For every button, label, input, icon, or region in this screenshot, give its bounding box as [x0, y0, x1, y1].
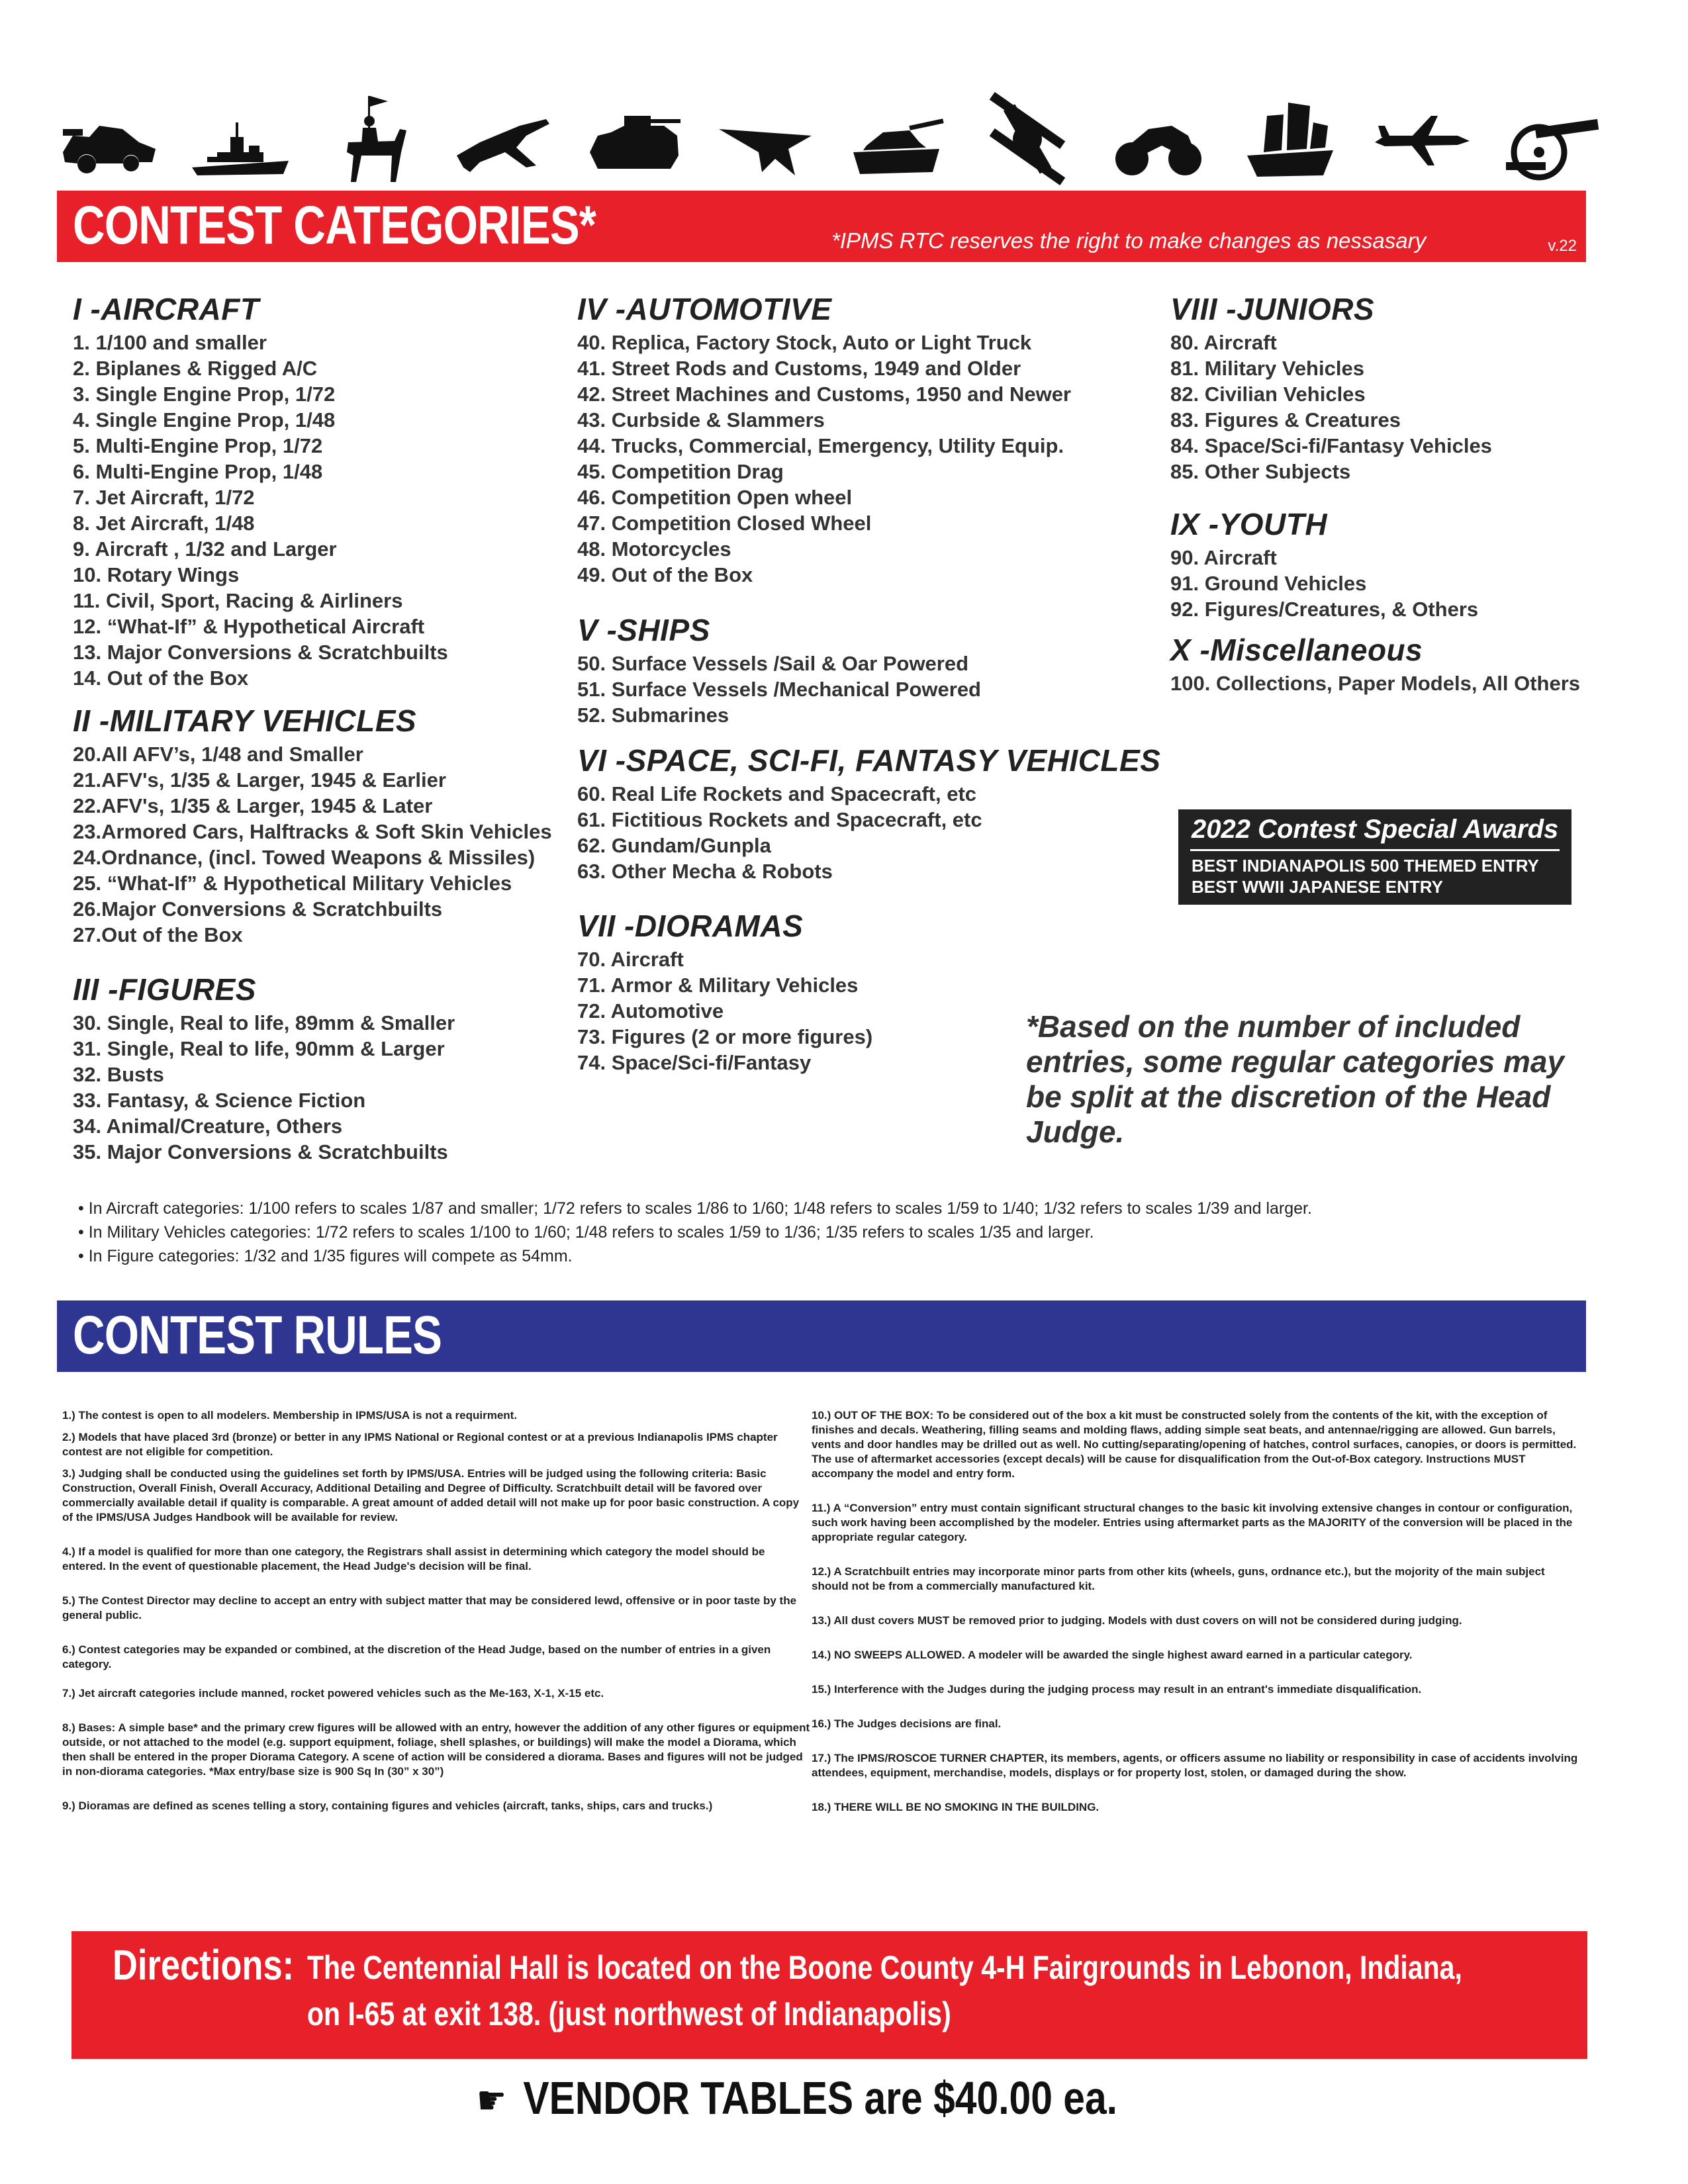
- rule-item: 13.) All dust covers MUST be removed prior to judging. Models with dust covers on will not be considered during judging.: [812, 1614, 1462, 1627]
- list-item: 35. Major Conversions & Scratchbuilts: [73, 1140, 448, 1163]
- special-award-line: BEST INDIANAPOLIS 500 THEMED ENTRY: [1192, 856, 1539, 876]
- list-item: 9. Aircraft , 1/32 and Larger: [73, 537, 337, 561]
- scale-notes: [78, 1197, 1312, 1268]
- category-ships: [577, 612, 981, 728]
- list-item: 60. Real Life Rockets and Spacecraft, etc: [577, 782, 977, 805]
- list-item: 13. Major Conversions & Scratchbuilts: [73, 641, 448, 664]
- list-item: 40. Replica, Factory Stock, Auto or Light Truck: [577, 331, 1032, 354]
- directions-line: The Centennial Hall is located on the Boone County 4-H Fairgrounds in Lebonon, Indiana,: [307, 1949, 1462, 1986]
- biplane-icon: [978, 89, 1077, 189]
- list-item: 47. Competition Closed Wheel: [577, 512, 872, 535]
- list-item: 45. Competition Drag: [577, 460, 784, 483]
- rules-title: CONTEST RULES: [73, 1305, 442, 1365]
- list-item: 62. Gundam/Gunpla: [577, 834, 771, 857]
- list-item: 85. Other Subjects: [1170, 460, 1351, 483]
- list-item: 2. Biplanes & Rigged A/C: [73, 357, 318, 380]
- scale-note: • In Aircraft categories: 1/100 refers to scales 1/87 and smaller; 1/72 refers to scales 1/86 to 1/60; 1/48 refers to scales 1/59 to 1/40; 1/32 refers to scales 1/39 and larger.: [78, 1199, 1312, 1218]
- scale-note: • In Figure categories: 1/32 and 1/35 figures will compete as 54mm.: [78, 1247, 573, 1265]
- knight-on-horse-icon: [322, 89, 421, 189]
- list-item: 91. Ground Vehicles: [1170, 572, 1367, 595]
- motorcycle-icon: [1109, 89, 1208, 189]
- rule-item: 6.) Contest categories may be expanded or combined, at the discretion of the Head Judge, based on the number of entries in a given category.: [62, 1643, 771, 1670]
- list-item: 26.Major Conversions & Scratchbuilts: [73, 897, 443, 921]
- special-awards-title: 2022 Contest Special Awards: [1192, 815, 1559, 844]
- rule-item: 10.) OUT OF THE BOX: To be considered out of the box a kit must be constructed solely from the contents of the kit, with the exception of finishes and decals. Weathering, filling seams and molding flaws, adding simple seat beats, and antennae/rigging are allowed. Gun barrels, vents and door handles may be drilled out as well. No cutting/separating/opening of hatches, control surfaces, canopies, or doors is permitted. The use of aftermarket accessories (except decals) will be cause for disqualification from the Out-of-Box category. Instructions MUST accompany the model and entry form.: [812, 1409, 1577, 1480]
- list-item: 25. “What-If” & Hypothetical Military Vehicles: [73, 872, 512, 895]
- rules-right-column: [812, 1408, 1579, 1822]
- category-space: [577, 743, 1160, 884]
- list-item: 72. Automotive: [577, 999, 724, 1023]
- list-item: 1. 1/100 and smaller: [73, 331, 267, 354]
- rules-left-column: [62, 1408, 810, 1821]
- category-heading: I -AIRCRAFT: [73, 292, 259, 326]
- list-item: 80. Aircraft: [1170, 331, 1277, 354]
- list-item: 43. Curbside & Slammers: [577, 408, 825, 432]
- list-item: 92. Figures/Creatures, & Others: [1170, 598, 1479, 621]
- version-label: v.22: [1548, 237, 1577, 255]
- rule-item: 8.) Bases: A simple base* and the primary crew figures will be allowed with an entry, however the addition of any other figures or equipment outside, or not attached to the model (e.g. support equipment, foliage, shell splashes, or buildings) will make the model a Diorama, which then shall be entered in the proper Diorama Category. A scene of action will be considered a diorama. Bases and figures will not be judged in non-diorama categories. *Max entry/base size is 900 Sq In (30” x 30”): [62, 1721, 810, 1778]
- list-item: 49. Out of the Box: [577, 563, 753, 586]
- list-item: 84. Space/Sci-fi/Fantasy Vehicles: [1170, 434, 1492, 457]
- list-item: 31. Single, Real to life, 90mm & Larger: [73, 1037, 445, 1060]
- list-item: 82. Civilian Vehicles: [1170, 383, 1366, 406]
- categories-disclaimer: *IPMS RTC reserves the right to make changes as nessasary: [831, 228, 1427, 253]
- list-item: 71. Armor & Military Vehicles: [577, 974, 859, 997]
- categories-title: CONTEST CATEGORIES*: [73, 195, 596, 255]
- battleship-icon: [191, 89, 290, 189]
- tank-icon: [847, 89, 946, 189]
- list-item: 34. Animal/Creature, Others: [73, 1115, 343, 1138]
- list-item: 4. Single Engine Prop, 1/48: [73, 408, 336, 432]
- category-military: [73, 703, 552, 948]
- category-youth: [1170, 506, 1478, 622]
- list-item: 46. Competition Open wheel: [577, 486, 853, 509]
- rule-item: 9.) Dioramas are defined as scenes telling a story, containing figures and vehicles (aircraft, tanks, ships, cars and trucks.): [62, 1799, 713, 1812]
- category-heading: V -SHIPS: [577, 613, 710, 647]
- categories-banner: [57, 191, 1586, 262]
- sailing-ship-icon: [1241, 89, 1340, 189]
- list-item: 21.AFV's, 1/35 & Larger, 1945 & Earlier: [73, 768, 446, 792]
- rule-item: 14.) NO SWEEPS ALLOWED. A modeler will be awarded the single highest award earned in a particular category.: [812, 1649, 1413, 1661]
- category-heading: III -FIGURES: [73, 972, 256, 1007]
- category-heading: IX -YOUTH: [1170, 507, 1328, 541]
- list-item: 51. Surface Vessels /Mechanical Powered: [577, 678, 981, 701]
- category-figures: [73, 972, 455, 1165]
- list-item: 27.Out of the Box: [73, 923, 243, 946]
- directions-line: on I-65 at exit 138. (just northwest of Indianapolis): [307, 1995, 951, 2032]
- list-item: 61. Fictitious Rockets and Spacecraft, etc: [577, 808, 982, 831]
- rule-item: 18.) THERE WILL BE NO SMOKING IN THE BUILDING.: [812, 1801, 1100, 1813]
- rules-banner: [57, 1300, 1586, 1372]
- stealth-bomber-icon: [716, 89, 815, 189]
- list-item: 7. Jet Aircraft, 1/72: [73, 486, 255, 509]
- list-item: 5. Multi-Engine Prop, 1/72: [73, 434, 323, 457]
- rule-item: 7.) Jet aircraft categories include manned, rocket powered vehicles such as the Me-163, X-1, X-15 etc.: [62, 1687, 604, 1700]
- list-item: 90. Aircraft: [1170, 546, 1277, 569]
- list-item: 44. Trucks, Commercial, Emergency, Utility Equip.: [577, 434, 1064, 457]
- rule-item: 3.) Judging shall be conducted using the guidelines set forth by IPMS/USA. Entries will be judged using the following criteria: Basic Construction, Overall Finish, Overall Accuracy, Additional Detailing and Degree of Difficulty. Scratchbuilt detail will be favored over commercially available detail if quality is comparable. A great amount of added detail will not make up for poor basic construction. A copy of the IPMS/USA Judges Handbook will be available for review.: [62, 1467, 800, 1524]
- list-item: 81. Military Vehicles: [1170, 357, 1364, 380]
- category-heading: VI -SPACE, SCI-FI, FANTASY VEHICLES: [577, 743, 1161, 778]
- vendor-text: VENDOR TABLES are $40.00 ea.: [523, 2072, 1118, 2124]
- pointing-hand-icon: ☛: [477, 2078, 507, 2122]
- list-item: 100. Collections, Paper Models, All Others: [1170, 672, 1581, 695]
- list-item: 6. Multi-Engine Prop, 1/48: [73, 460, 323, 483]
- spitfire-plane-icon: [453, 89, 553, 189]
- list-item: 30. Single, Real to life, 89mm & Smaller: [73, 1011, 455, 1034]
- rule-item: 17.) The IPMS/ROSCOE TURNER CHAPTER, its members, agents, or officers assume no liability or responsibility in case of accidents involving attendees, equipment, merchandise, models, displays or for property lost, stolen, or damaged during the show.: [812, 1752, 1578, 1779]
- halftrack-icon: [585, 89, 684, 189]
- divider: [1190, 849, 1560, 851]
- category-juniors: [1170, 291, 1492, 484]
- scale-note: • In Military Vehicles categories: 1/72 refers to scales 1/100 to 1/60; 1/48 refers to scales 1/59 to 1/36; 1/35 refers to scales 1/35 and larger.: [78, 1223, 1094, 1242]
- list-item: 63. Other Mecha & Robots: [577, 860, 833, 883]
- rule-item: 11.) A “Conversion” entry must contain significant structural changes to the basic kit involving extensive changes in contour or configuration, such work having been accomplished by the modeler. Entries using aftermarket parts as the MAJORITY of the conversion will be placed in the appropriate regular category.: [812, 1502, 1573, 1543]
- directions-box: [71, 1931, 1587, 2059]
- directions-label: Directions:: [113, 1941, 295, 1989]
- list-item: 42. Street Machines and Customs, 1950 and Newer: [577, 383, 1071, 406]
- category-misc: [1170, 632, 1580, 696]
- list-item: 83. Figures & Creatures: [1170, 408, 1401, 432]
- category-heading: IV -AUTOMOTIVE: [577, 292, 832, 326]
- split-note: *Based on the number of included entries, some regular categories may be split at the discretion of the Head Judge.: [1026, 1009, 1565, 1149]
- list-item: 50. Surface Vessels /Sail & Oar Powered: [577, 652, 969, 675]
- cannon-icon: [1503, 89, 1602, 189]
- special-awards-box: [1178, 809, 1571, 905]
- list-item: 52. Submarines: [577, 704, 729, 727]
- list-item: 74. Space/Sci-fi/Fantasy: [577, 1051, 812, 1074]
- rule-item: 15.) Interference with the Judges during the judging process may result in an entrant's immediate disqualification.: [812, 1683, 1422, 1696]
- category-dioramas: [577, 908, 872, 1075]
- list-item: 11. Civil, Sport, Racing & Airliners: [73, 589, 403, 612]
- list-item: 41. Street Rods and Customs, 1949 and Older: [577, 357, 1021, 380]
- category-heading: II -MILITARY VEHICLES: [73, 704, 417, 738]
- list-item: 20.All AFV’s, 1/48 and Smaller: [73, 743, 363, 766]
- list-item: 12. “What-If” & Hypothetical Aircraft: [73, 615, 425, 638]
- category-heading: X -Miscellaneous: [1170, 633, 1423, 667]
- list-item: 73. Figures (2 or more figures): [577, 1025, 873, 1048]
- special-award-line: BEST WWII JAPANESE ENTRY: [1192, 877, 1443, 897]
- category-heading: VII -DIORAMAS: [577, 909, 804, 943]
- rule-item: 4.) If a model is qualified for more than one category, the Registrars shall assist in determining which category the model should be entered. In the event of questionable placement, the Head Judge's decision will be final.: [62, 1545, 765, 1572]
- rule-item: 12.) A Scratchbuilt entries may incorporate minor parts from other kits (wheels, guns, ordnance etc.), but the mojority of the main subject should not be from a commercially manufactured kit.: [812, 1565, 1545, 1592]
- race-car-icon: [60, 89, 159, 189]
- rule-item: 5.) The Contest Director may decline to accept an entry with subject matter that may be considered lewd, offensive or in poor taste by the general public.: [62, 1594, 797, 1621]
- vendor-tables: [477, 2071, 1117, 2124]
- list-item: 14. Out of the Box: [73, 666, 249, 690]
- category-aircraft: [73, 291, 448, 691]
- list-item: 32. Busts: [73, 1063, 164, 1086]
- category-automotive: [577, 291, 1071, 588]
- list-item: 10. Rotary Wings: [73, 563, 240, 586]
- list-item: 23.Armored Cars, Halftracks & Soft Skin Vehicles: [73, 820, 552, 843]
- list-item: 24.Ordnance, (incl. Towed Weapons & Missiles): [73, 846, 536, 869]
- list-item: 48. Motorcycles: [577, 537, 731, 561]
- airliner-icon: [1372, 89, 1471, 189]
- list-item: 8. Jet Aircraft, 1/48: [73, 512, 255, 535]
- list-item: 70. Aircraft: [577, 948, 684, 971]
- category-heading: VIII -JUNIORS: [1170, 292, 1375, 326]
- rule-item: 2.) Models that have placed 3rd (bronze) or better in any IPMS National or Regional contest or at a previous Indianapolis IPMS chapter contest are not eligible for competition.: [62, 1431, 778, 1458]
- silhouette-row: [60, 83, 1602, 189]
- rule-item: 1.) The contest is open to all modelers. Membership in IPMS/USA is not a requirment.: [62, 1409, 518, 1422]
- list-item: 22.AFV's, 1/35 & Larger, 1945 & Later: [73, 794, 433, 817]
- list-item: 3. Single Engine Prop, 1/72: [73, 383, 336, 406]
- rule-item: 16.) The Judges decisions are final.: [812, 1717, 1002, 1730]
- list-item: 33. Fantasy, & Science Fiction: [73, 1089, 366, 1112]
